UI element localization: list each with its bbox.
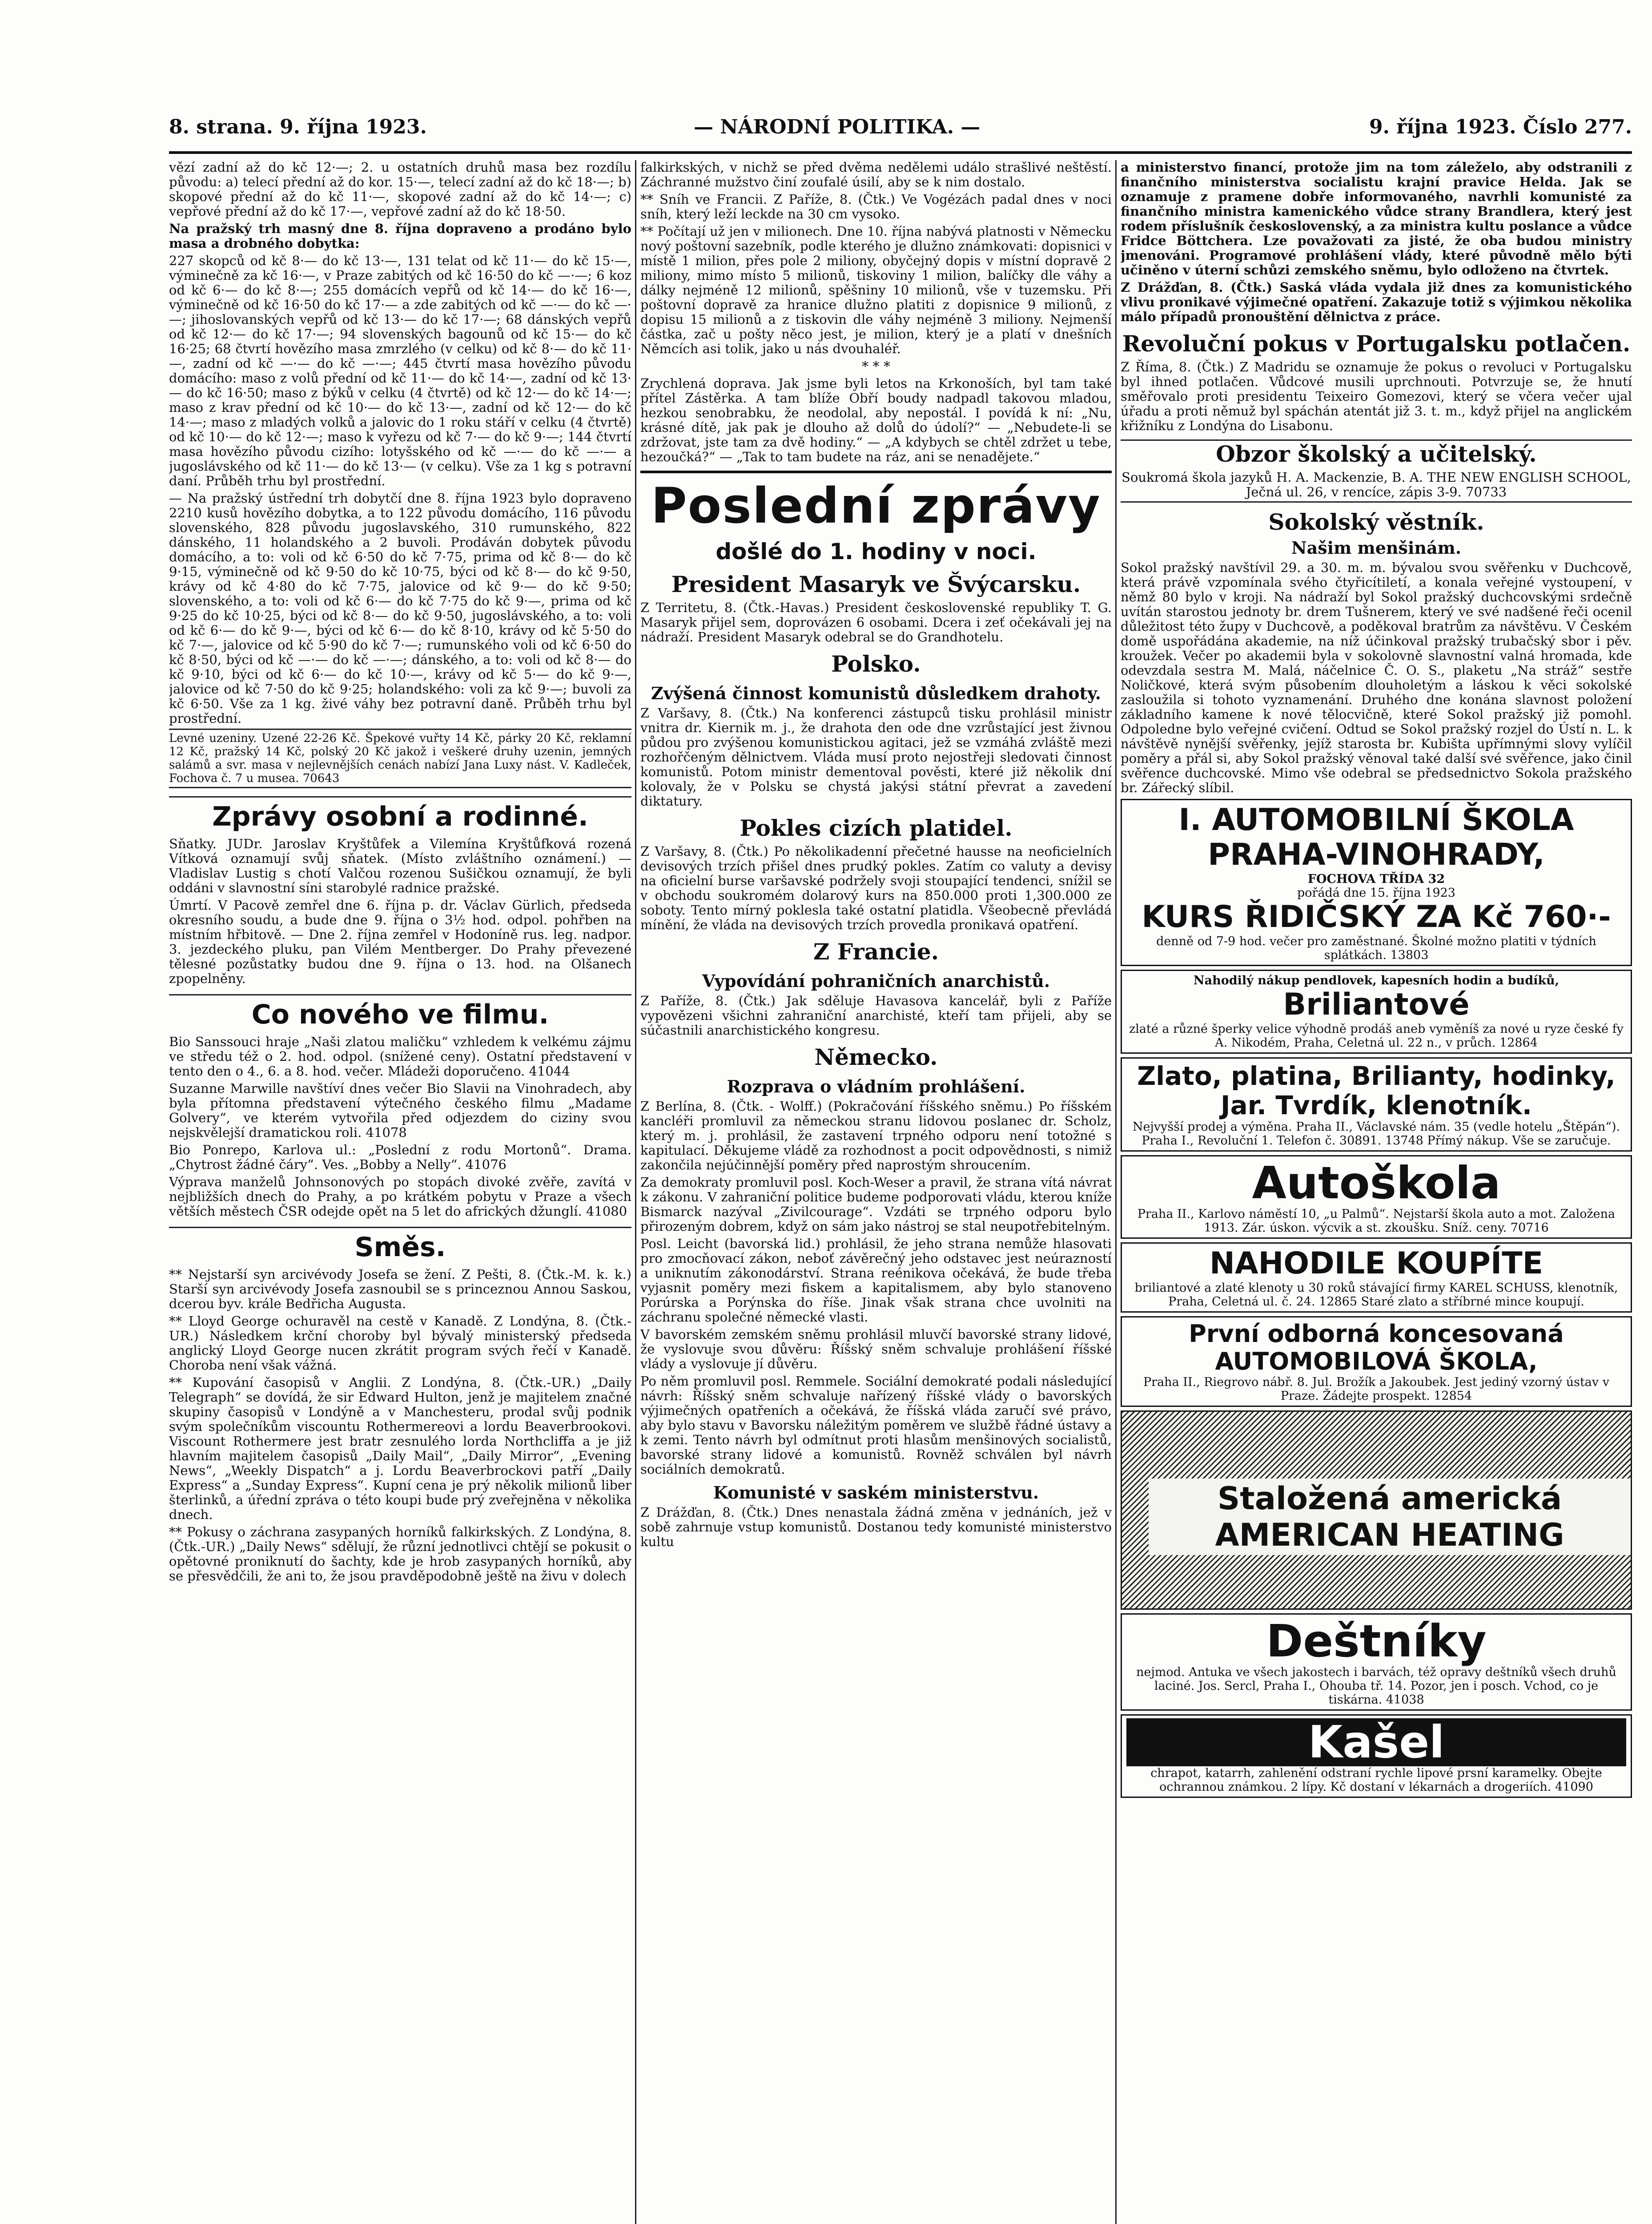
ad4-big: Autoškola (1252, 1157, 1501, 1209)
heading-francie: Z Francie. (813, 939, 939, 965)
ad2-title: Nahodilý nákup pendlovek, kapesních hodin a budíků, (1193, 974, 1560, 987)
nemecko-text-5: Po něm promluvil posl. Remmele. Sociální demokraté podali následující návrh: Říšský sněm schvaluje nařízený říšské vlády o bavorských výjimečných opatřeních a očekává, že říšská vláda zaručí své právo, aby bylo stavu v Bavorsku náležitým poměrem ve službě řádné ústavy a k zemi. Tento návrh byl odmítnut proti hlasům menšinových socialistů, bavorské strany lidové a komunistů. Rovněž schválen byl návrh sociálních demokratů. (640, 1374, 1112, 1477)
ad1-address: FOCHOVA TŘÍDA 32 (1307, 872, 1445, 886)
heading-sokol: Sokolský věstník. (1268, 509, 1484, 535)
ad1-text: denně od 7-9 hod. večer pro zaměstnané. Školné možno platiti v týdních splátkách. 13803 (1156, 935, 1596, 962)
market-text: vězí zadní až do kč 12·—; 2. u ostatních druhů masa bez rozdílu původu: a) telecí přední až do kor. 15·—, telecí zadní až do kč 18·—; b) skopové přední až do kč 11·—, skopové zadní až do kč 14·—; c) vepřové přední až do kč 17·—, vepřové zadní až do kč 18·50. (169, 160, 631, 219)
ad9-text: chrapot, katarrh, zahlenění odstraní rychle lipové prsní karamelky. Obejte ochrannou známkou. 2 lípy. Kč dostaní v lékarnách a drogeriích. 41090 (1150, 1766, 1602, 1794)
column-1 (169, 160, 631, 2224)
heading-rozprava: Rozprava o vládním prohlášení. (727, 1076, 1025, 1096)
heading-portugalsko: Revoluční pokus v Portugalsku potlačen. (1122, 330, 1631, 357)
nemecko-text-1: Z Berlína, 8. (Čtk. - Wolff.) (Pokračování říšského sněmu.) Po říšském kancléři promluvil za německou stranu lidovou poslanec dr. Scholz, který m. j. prohlásil, že zastavení trpného odporu není totožné s kapitulací. Děkujeme vládě za rozhodnost a pocit odpovědnosti, s nimiž zakončila nejúčinnější poměry před naprostým shroucením. (640, 1099, 1112, 1172)
ad3-big: Zlato, platina, Brilianty, hodinky, Jar. Tvrdík, klenotník. (1137, 1061, 1616, 1120)
pokles-text: Z Varšavy, 8. (Čtk.) Po několikadenní přečetné hausse na neoficielních devisových trzích přišel dnes prudký pokles. Zatím co valuty a devisy na oficielní burse varšavské podržely svoji stoupající tendenci, snížil se v obchodu soukromém dolarový kurs na 850.000 proti 1,300.000 ze soboty. Tento mírný poklesla také ostatní platidla. Všeobecně převládá mínění, že vláda na devisových trzích provedla pronikavá opatření. (640, 844, 1112, 932)
umrti: Úmrtí. V Pacově zemřel dne 6. října p. dr. Václav Gürlich, předseda okresního soudu, a bude dne 9. října o 3½ hod. odpol. pohřben na místním hřbitově. — Dne 2. října zemřel v Hodoníně rus. leg. nadpor. 3. jezdeckého pluku, pan Vilém Mentberger. Do Prahy převezené tělesné pozůstatky budou dne 9. října o 13. hod. na Olšanech zpopelněny. (169, 898, 631, 986)
header-left: 8. strana. 9. října 1923. (169, 116, 427, 138)
film-item-3: Bio Ponrepo, Karlova ul.: „Poslední z rodu Mortonů“. Drama. „Chytrost žádné čáry“. Ves. „Bobby a Nelly“. 41076 (169, 1142, 631, 1172)
heading-vypovidani: Vypovídání pohraničních anarchistů. (702, 971, 1050, 991)
heading-mensiny: Našim menšinám. (1291, 538, 1462, 558)
header-center: — NÁRODNÍ POLITIKA. — (694, 116, 981, 138)
ad-destniky (1121, 1613, 1632, 1711)
ad-kasel (1121, 1714, 1632, 1798)
posledni-zpravy-title: Poslední zprávy (640, 471, 1112, 532)
postovni-sazebnik: ** Počítají už jen v milionech. Dne 10. října nabývá platnosti v Německu nový poštovní sazebník, podle kterého je dlužno známkovati: dopisnici v místě 1 milion, přes pole 2 miliony, obyčejný dopis v místní dopravě 2 miliony, mimo místo 5 milionů, tiskoviny 1 milion, balíčky dle váhy a dálky nejméně 12 milionů, spěšniny 10 milionů, vše v tuzemsku. Při poštovní dopravě za hranice dlužno platiti z dopisnice 9 milionů, z dopisu 15 milionů a z tiskovin dle váhy nejméně 3 miliony. Nejmenší částka, zač u pošty něco jest, je milion, který je a platí v dnešních Němcích asi tolik, jako u nás dvouhaléř. (640, 224, 1112, 356)
separator-stars: * * * (861, 359, 891, 375)
zrychlena-doprava: Zrychlená doprava. Jak jsme byli letos na Krkonoších, byl tam také přítel Zástěrka. A tam blíže Obří boudy nadpadl takovou mladou, hezkou senobrabku, že neodolal, aby nepostál. I povídá k ní: „Nu, krásné dítě, jak pak je dlouho až dolů do údolí?“ — „Nebudete-li se zdržovat, jste tam za dvě hodiny.“ — „A kdybych se chtěl zdržet u tebe, hezoučká?“ — „Tak to tam budete na ráz, ani se nenadějete.“ (640, 376, 1112, 464)
drazdany-text: Z Drážďan, 8. (Čtk.) Saská vláda vydala již dnes za komunistického vlivu pronikavé výjimečné opatření. Zakazuje totiž s výjimkou několika málo případů pronouštění dělnictva z práce. (1121, 280, 1632, 324)
ad-autoskola (1121, 1155, 1632, 1239)
ad8-big: Deštníky (1266, 1615, 1487, 1667)
film-item-2: Suzanne Marwille navštíví dnes večer Bio Slavii na Vinohradech, aby byla přítomna představení výtečného českého filmu „Madame Golvery“, ve kterém vytvořila před odjezdem do ciziny svou nejskvělejší dramatickou roli. 41078 (169, 1081, 631, 1140)
column-divider-1 (635, 160, 636, 2224)
skola-ad: Soukromá škola jazyků H. A. Mackenzie, B. A. THE NEW ENGLISH SCHOOL, Ječná ul. 26, v rencíce, zápis 3-9. 70733 (1121, 470, 1632, 503)
ad7-label: Staložená americká AMERICAN HEATING (1149, 1479, 1631, 1555)
cattle-text: — Na pražský ústřední trh dobytčí dne 8. října 1923 bylo dopraveno 2210 kusů hovězího dobytka, a to 122 původu domácího, 116 původu slovenského, 828 původu jugoslavského, 310 rumunského, 822 dánského, 11 holandského a 2 buvoli. Prodáván dobytek původu domácího, a to: voli od kč 6·50 do kč 7·75, prima od kč 8·— do kč 9·15, výminečně od kč 9·50 do kč 10·75, býci od kč 8·— do kč 9·50, krávy od kč 4·80 do kč 7·75, jalovice od kč 9·— do kč 9·50; slovenského, a to: voli od kč 6·— do kč 7·75 do kč 9·—, prima od kč 9·25 do kč 10·25, býci od kč 8·— do kč 9·50, jugoslávského, a to: voli od kč 6·— do kč 9·—, býci od kč 6·— do kč 8·10, krávy od kč 5·50 do kč 7·—, jalovice od kč 5·90 do kč 7·—; rumunského voli od kč 6·50 do kč 8·50, býci od kč —·— do kč —·—; dánského, a to: voli od kč 8·— do kč 9·10, býci od kč 6·— do kč 10·—, krávy od kč 5·— do kč 9·—, jalovice od kč 7·50 do kč 9·25; holandského: voli za kč 9·—; buvoli za kč 6·50. Vše za 1 kg. živé váhy bez potravní daně. Průběh trhu byl prostřední. (169, 491, 631, 726)
sasko-text: Z Drážďan, 8. (Čtk.) Dnes nenastala žádná změna v jednáních, jež v sobě zahrnuje vstup komunistů. Dostanou tedy komunisté ministerstvo kultu (640, 1505, 1112, 1549)
nemecko-text-3: Posl. Leicht (bavorská lid.) prohlásil, že jeho strana nemůže hlasovati pro zmocňovací zákon, neboť závěrečný jeho odstavec jest neúrazností a uniknutím zákonodárství. Strana reénikova očekává, že bude třeba vyjasnit poměry mezi fiskem a kapitalismem, aby bylo stanoveno Porúrska a Porýnska do říše. Jinak však strana chce uvolniti na záchranu společné německé vlasti. (640, 1236, 1112, 1325)
page-header (169, 116, 1632, 151)
film-item-1: Bio Sanssouci hraje „Naši zlatou maličku“ vzhledem k velkému zájmu ve středu též o 2. hod. odpol. (snížené ceny). Ostatní představení v tento den o 4., 6. a 8. hod. večer. Mládeži doporučeno. 41044 (169, 1034, 631, 1079)
section-smes: Směs. (169, 1227, 631, 1264)
heading-pokles: Pokles cizích platidel. (740, 815, 1013, 841)
section-osobni: Zprávy osobní a rodinné. (169, 796, 631, 833)
ad6-title: První odborná koncesovaná AUTOMOBILOVÁ ŠKOLA, (1189, 1320, 1564, 1375)
vypovidani-text: Z Paříže, 8. (Čtk.) Jak sděluje Havasova kancelář, byli z Paříže vypovězeni všichni zahraniční anarchisté, kteří tam přijeli, aby se súčastnili anarchistického kongresu. (640, 993, 1112, 1038)
market-title: Na pražský trh masný dne 8. října dopraveno a prodáno bylo masa a drobného dobytka: (169, 221, 631, 251)
nemecko-text-4: V bavorském zemském sněmu prohlásil mluvčí bavorské strany lidové, že vyslovuje svou důvěru: Říšský sněm schvaluje prohlášení říšské vlády a vyslovuje jí důvěru. (640, 1327, 1112, 1371)
ad-schuss (1121, 1242, 1632, 1313)
ad4-text: Praha II., Karlovo náměstí 10, „u Palmů“. Nejstarší škola auto a mot. Založena 1913. Zár. úskon. výcvik a st. zkoušku. Sníž. ceny. 70716 (1137, 1207, 1616, 1235)
film-item-4: Výprava manželů Johnsonových po stopách divoké zvěře, zavítá v nejbližších dnech do Prahy, a po krátkém pobytu v Praze a všech větších městech ČSR odejde opět na 5 let do afrických džunglí. 41080 (169, 1174, 631, 1219)
nemecko-text-2: Za demokraty promluvil posl. Koch-Weser a pravil, že strana vítá návrat k zákonu. V zahraniční politice budeme podporovati vládu, kterou kníže Bismarck nazýval „Zivilcourage“. Vzdáti se trpného odporu bylo přirozeným dobrem, když on sám jako nástroj se stal neupotřebitelným. (640, 1175, 1112, 1234)
ad6-text: Praha II., Riegrovo nábř. 8. Jul. Brožík a Jakoubek. Jest jediný vzorný ústav v Praze. Žádejte prospekt. 12854 (1143, 1375, 1609, 1403)
heading-nemecko: Německo. (814, 1044, 938, 1070)
ad5-big: NAHODILE KOUPÍTE (1209, 1246, 1543, 1281)
smes-item-4: ** Pokusy o záchrana zasypaných horníků falkirkských. Z Londýna, 8. (Čtk.-UR.) „Daily News“ sdělují, že různí jednotlivci chtějí se pokusit o opětovné proniknutí do šachty, kde je hrob zasypaných horníků, aby se přesvědčili, že ani to, že jsou pravděpodobně ještě na živu v dolech (169, 1524, 631, 1583)
snatky: Sňatky. JUDr. Jaroslav Kryštůfek a Vilemína Kryštůfková rozená Vítková oznamují svůj sňatek. (Místo zvláštního oznámení.) — Vladislav Lustig s chotí Valčou rozenou Sušičkou oznamují, že byli oddáni v slavnostní síni starobylé radnice pražské. (169, 836, 631, 895)
sasko-continued: a ministerstvo financí, protože jim na tom záleželo, aby odstranili z finančního ministerstva socialistu krajní pravice Helda. Jak se oznamuje z pramene dobře informovaného, navrhli komunisté za finančního ministra kamenického vůdce strany Brandlera, který jest rodem příslušník československý, a za ministra kultu poslance a vůdce Fridce Böttchera. Lze považovati za jisté, že oba budou ministry jmenováni. Programové prohlášení vlády, které původně mělo býti učiněno v úterní schůzi zemského sněmu, bylo odloženo na čtvrtek. (1121, 160, 1632, 278)
ad-automobilova-skola (1121, 1316, 1632, 1407)
heading-masaryk: President Masaryk ve Švýcarsku. (671, 571, 1081, 597)
ad2-text: zlaté a různé šperky velice výhodně prodáš aneb vyměníš za nové u ryze české fy A. Nikodém, Praha, Celetná ul. 22 n., v průch. 12864 (1129, 1022, 1624, 1050)
ad-tvrdik (1121, 1057, 1632, 1152)
heading-polsko: Polsko. (831, 651, 921, 677)
ad9-big: Kašel (1126, 1718, 1626, 1766)
ad1-date: pořádá dne 15. října 1923 (1297, 886, 1455, 900)
column-3 (1121, 160, 1632, 2224)
ad8-text: nejmod. Antuka ve všech jakostech i barvách, též opravy deštníků všech druhů laciné. Jos. Sercl, Praha I., Ohouba tř. 14. Pozor, jen i posch. Vchod, co je tiskárna. 41038 (1136, 1665, 1616, 1707)
ad-uzeniny: Levné uzeniny. Uzené 22-26 Kč. Špekové vuřty 14 Kč, párky 20 Kč, reklamní 12 Kč, pražský 14 Kč, polský 20 Kč jakož i veškeré druhy uzenin, jemných salámů a svr. masa v nejlevnějších cenách nabízí Jana Luxy nást. V. Kadleček, Fochova č. 7 u musea. 70643 (169, 729, 631, 788)
masaryk-text: Z Territetu, 8. (Čtk.-Havas.) President československé republiky T. G. Masaryk přijel sem, doprovázen 6 osobami. Dcera i zeť očekávali jej na nádraží. President Masaryk odebral se do Grandhotelu. (640, 600, 1112, 645)
header-right: 9. října 1923. Číslo 277. (1369, 116, 1632, 138)
smes-item-2: ** Lloyd George ochuravěl na cestě v Kanadě. Z Londýna, 8. (Čtk.-UR.) Následkem krční choroby byl bývalý ministerský předseda anglický Lloyd George nucen zkrátit program svých řečí v Kanadě. Choroba není však vážná. (169, 1313, 631, 1373)
sokol-text: Sokol pražský navštívil 29. a 30. m. m. bývalou svou svěřenku v Duchcově, která právě vzpomínala svého čtyřicítiletí, a konala veřejné vystoupení, v němž 80 bylo v kroji. Na nádraží byl Sokol pražský duchcovskými srdečně uvítán starostou jednoty br. drem Tušnerem, který ve své nadšené řeči ocenil důležitost této župy v Duchcově, a poděkoval bratrům za návštěvu. V Českém domě uspořádána akademie, na níž účinkoval pražský trubačský sbor i pěv. kroužek. Večer po akademii byla v sokolovně slavnostní valná hromada, kde odevzdala sestra M. Malá, náčelnice Č. O. S., plaketu „Na stráž“ sestře Noličkové, která svým působením dlouholetým a láskou k věci sokolské zasloužila si tohoto vyznamenání. Druhého dne konána slavnost položení základního kamene k nové tělocvičně, které Sokol pražský již pomohl. Odpoledne bylo veřejné cvičení. Odtud se Sokol pražský rozjel do Ústí n. L. k návštěvě nynější svěřenky, jejíž starosta br. Kubišta upřímnými slovy vylíčil poměry a přál si, aby Sokol pražský věnoval také další své svěřence, jako činil svěřence duchcovské. Mimo vše odebral se předsednictvo Sokola pražského br. Zářecký slíbil. (1121, 560, 1632, 795)
market-body: 227 skopců od kč 8·— do kč 13·—, 131 telat od kč 11·— do kč 15·—, výminečně za kč 16·—, v Praze zabitých od kč 16·50 do kč —·—; 6 koz od kč 6·— do kč 8·—; 255 domácích vepřů od kč 14·— do kč 16·—, výminečně od kč 16·50 do kč 17·— a zde zabitých od kč —·— do kč —·—; jihoslovanských vepřů od kč 13·— do kč 17·—; 68 dánských vepřů od kč 12·— do kč 17·—; 94 slovenských bagounů od kč 15·— do kč 16·25; 68 čtvrtí hovězího masa zmrzlého (v celku) od kč 8·— do kč 11·—, zadní od kč —·— do kč —·—; 445 čtvrtí masa hovězího původu domácího: maso z volů přední od kč 11·— do kč 14·—, zadní od kč 13·— do kč 16·50; maso z býků v celku (4 čtvrtě) od kč 12·— do kč 14·—; maso z krav přední od kč 10·— do kč 13·—, zadní od kč 12·— do kč 14·—; maso z mladých volků a jalovic do 1 roku stáří v celku (4 čtvrtě) od kč 10·— do kč 12·—; maso k vyřezu od kč 7·— do kč 9·—; 144 čtvrtí masa hovězího původu cizího: lotyšského od kč —·— do kč —·— a jugoslávského od kč 11·— do kč 13·— (v celku). Vše za 1 kg s potravní daní. Průběh trhu byl prostřední. (169, 253, 631, 488)
portugalsko-text: Z Říma, 8. (Čtk.) Z Madridu se oznamuje že pokus o revoluci v Portugalsku byl ihned potlačen. Vůdcové musili uprchnouti. Potvrzuje se, že hnutí směřovalo proti presidentu Teixeiro Gomezovi, který se včera večer ujal úřadu a proti němuž byl spáchán atentát již 3. t. m., když přijel na anglickém křižníku z Londýna do Lisabonu. (1121, 359, 1632, 433)
column-2 (640, 160, 1112, 2224)
ad-automobilni-skola (1121, 799, 1632, 966)
heading-komunisti: Zvýšená činnost komunistů důsledkem drahoty. (651, 683, 1101, 703)
section-film: Co nového ve filmu. (169, 994, 631, 1031)
header-rule (169, 151, 1632, 154)
falkirk-continued: falkirkských, v nichž se před dvěma nedělemi událo strašlivé neštěstí. Záchranné mužstvo činí zoufalé úsilí, aby se k nim dostalo. (640, 160, 1112, 189)
ad1-kurs: KURS ŘIDIČSKÝ ZA Kč 760·- (1142, 899, 1611, 935)
komunisti-text: Z Varšavy, 8. (Čtk.) Na konferenci zástupců tisku prohlásil ministr vnitra dr. Kiernik m. j., že drahota den ode dne vzrůstající jest živnou půdou pro zvýšenou komunistickou agitaci, jež se vzmáhá zvláště mezi rozhořčeným dělnictvem. Vláda musí proto nejostřeji sledovati činnost komunistů. Potom ministr dementoval pověsti, které již několik dní kolovaly, že v Polsku se chystá jakýsi státní převrat a zavedení diktatury. (640, 705, 1112, 809)
ad2-big: Briliantové (1283, 987, 1470, 1022)
column-divider-2 (1115, 160, 1117, 2224)
heading-skolsky: Obzor školský a učitelský. (1121, 439, 1632, 467)
posledni-zpravy-subtitle: došlé do 1. hodiny v noci. (715, 539, 1037, 564)
heading-sasko: Komunisté v saském ministerstvu. (713, 1483, 1039, 1503)
ad-nikodem (1121, 970, 1632, 1054)
ad5-text: briliantové a zlaté klenoty u 30 roků stávající firmy KAREL SCHUSS, klenotník, Praha, Celetná ul. č. 24. 12865 Staré zlato a stříbrné mince koupují. (1134, 1281, 1618, 1309)
ad-american-heating (1121, 1410, 1632, 1610)
snih-ve-francii: ** Sníh ve Francii. Z Paříže, 8. (Čtk.) Ve Vogézách padal dnes v noci sníh, který leží leckde na 30 cm vysoko. (640, 192, 1112, 222)
smes-item-1: ** Nejstarší syn arcivévody Josefa se žení. Z Pešti, 8. (Čtk.-M. k. k.) Starší syn arcivévody Josefa zasnoubil se s princeznou Annou Saskou, dcerou byv. krále Bedřicha Augusta. (169, 1267, 631, 1311)
ad3-text: Nejvyšší prodej a výměna. Praha II., Václavské nám. 35 (vedle hotelu „Štěpán“). Praha I., Revoluční 1. Telefon č. 30891. 13748 Přímý nákup. Vše se zaručuje. (1132, 1120, 1620, 1148)
ad1-title: I. AUTOMOBILNÍ ŠKOLA PRAHA-VINOHRADY, (1178, 802, 1574, 872)
smes-item-3: ** Kupování časopisů v Anglii. Z Londýna, 8. (Čtk.-UR.) „Daily Telegraph“ se dovídá, že sir Edward Hulton, jenž je majitelem značné skupiny časopisů v Londýně a v Manchesteru, prodal svůj podnik svým společníkům viscountu Rothermereovi a lordu Beaverbrookovi. Viscount Rothermere jest bratr zesnulého lorda Northcliffa a je již hlavním majitelem časopisů „Daily Mail“, „Daily Mirror“, „Evening News“, „Weekly Dispatch“ a j. Lordu Beaverbrockovi patří „Daily Express“ a „Sunday Express“. Kupní cena je prý několik milionů liber šterlinků, a úřední zpráva o této koupi bude prý zveřejněna v několika dnech. (169, 1375, 631, 1522)
